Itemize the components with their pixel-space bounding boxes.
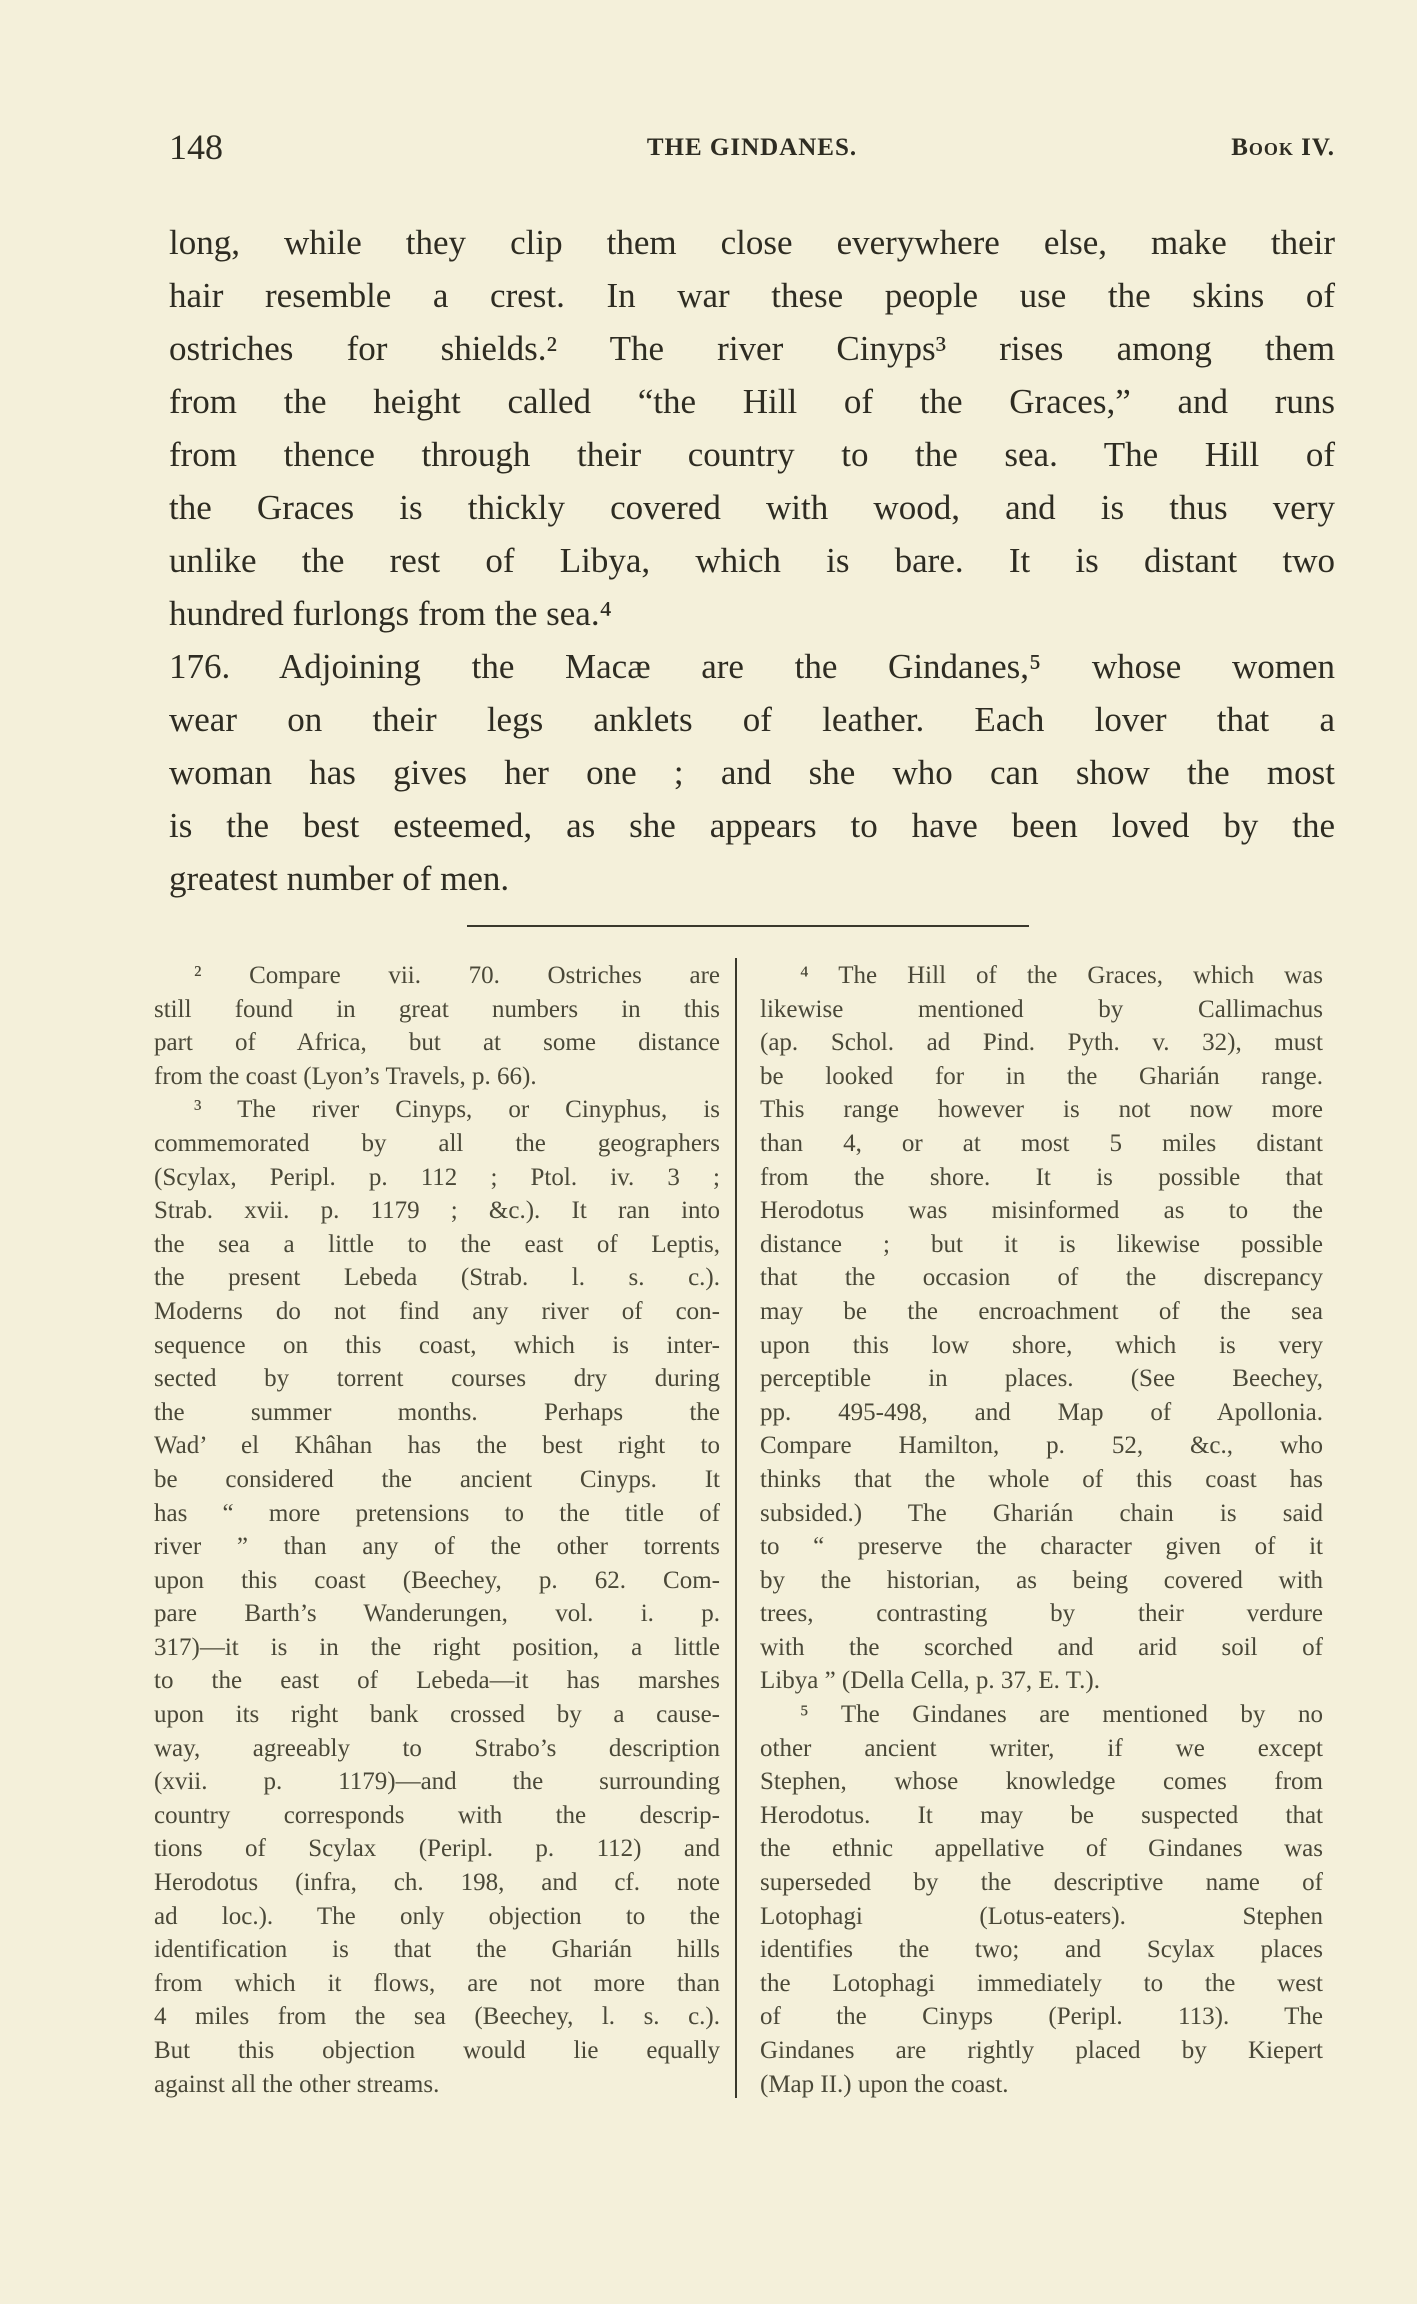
text-line: distance ; but it is likewise possible xyxy=(760,1230,1323,1258)
text-line: superseded by the descriptive name of xyxy=(760,1869,1323,1897)
paragraph xyxy=(169,640,1335,905)
text-line: Lotophagi (Lotus-eaters). Stephen xyxy=(760,1902,1323,1930)
footnote xyxy=(154,959,720,1093)
text-line: Strab. xvii. p. 1179 ; &c.). It ran into xyxy=(154,1197,720,1225)
footnote-rule xyxy=(467,925,1029,927)
text-line: Compare Hamilton, p. 52, &c., who xyxy=(760,1432,1323,1460)
text-line: against all the other streams. xyxy=(154,2070,440,2098)
text-line: 317)—it is in the right position, a little xyxy=(154,1633,720,1661)
text-line: the sea a little to the east of Leptis, xyxy=(154,1230,720,1258)
text-line: Libya ” (Della Cella, p. 37, E. T.). xyxy=(760,1667,1100,1695)
text-line: Gindanes are rightly placed by Kiepert xyxy=(760,2037,1323,2064)
text-line: ³ The river Cinyps, or Cinyphus, is xyxy=(194,1096,720,1124)
text-line: ² Compare vii. 70. Ostriches are xyxy=(194,962,720,989)
text-line: that the occasion of the discrepancy xyxy=(760,1264,1323,1292)
text-line: from thence through their country to the sea. The Hill of xyxy=(169,435,1335,474)
text-line: (Scylax, Peripl. p. 112 ; Ptol. iv. 3 ; xyxy=(154,1163,720,1191)
text-line: by the historian, as being covered with xyxy=(760,1566,1323,1594)
text-line: is the best esteemed, as she appears to have been loved by the xyxy=(169,806,1335,845)
text-line: of the Cinyps (Peripl. 113). The xyxy=(760,2003,1323,2031)
text-line: ostriches for shields.² The river Cinyps³ rises among them xyxy=(169,329,1335,368)
text-line: 176. Adjoining the Macæ are the Gindanes,⁵ whose women xyxy=(169,647,1335,686)
page-number: 148 xyxy=(169,127,223,167)
text-line: the present Lebeda (Strab. l. s. c.). xyxy=(154,1264,720,1292)
running-title: THE GINDANES. xyxy=(646,134,858,161)
text-line: identifies the two; and Scylax places xyxy=(760,1936,1323,1964)
text-line: upon this low shore, which is very xyxy=(760,1331,1323,1359)
text-line: ⁵ The Gindanes are mentioned by no xyxy=(800,1701,1323,1729)
footnote xyxy=(760,1698,1323,2101)
text-line: long, while they clip them close everywhere else, make their xyxy=(169,223,1335,262)
text-line: This range however is not now more xyxy=(760,1096,1323,1124)
text-line: pare Barth’s Wanderungen, vol. i. p. xyxy=(154,1600,720,1628)
text-line: subsided.) The Gharián chain is said xyxy=(760,1499,1323,1527)
text-line: woman has gives her one ; and she who can show the most xyxy=(169,753,1335,792)
text-line: from the shore. It is possible that xyxy=(760,1163,1323,1191)
text-line: But this objection would lie equally xyxy=(154,2037,720,2064)
text-line: 4 miles from the sea (Beechey, l. s. c.). xyxy=(154,2003,720,2031)
text-line: be considered the ancient Cinyps. It xyxy=(154,1465,720,1493)
text-line: likewise mentioned by Callimachus xyxy=(760,995,1323,1023)
text-line: Herodotus. It may be suspected that xyxy=(760,1801,1323,1829)
text-line: part of Africa, but at some distance xyxy=(154,1029,720,1057)
text-line: to “ preserve the character given of it xyxy=(760,1533,1323,1561)
footnote xyxy=(154,1093,720,2101)
text-line: than 4, or at most 5 miles distant xyxy=(760,1129,1323,1157)
text-line: trees, contrasting by their verdure xyxy=(760,1600,1323,1628)
footnotes-right-column xyxy=(760,959,1323,2101)
text-line: (ap. Schol. ad Pind. Pyth. v. 32), must xyxy=(760,1029,1323,1057)
text-line: thinks that the whole of this coast has xyxy=(760,1465,1323,1493)
text-line: has “ more pretensions to the title of xyxy=(154,1499,720,1527)
text-line: sected by torrent courses dry during xyxy=(154,1365,720,1393)
running-header xyxy=(169,126,1335,170)
text-line: (xvii. p. 1179)—and the surrounding xyxy=(154,1768,720,1796)
text-line: from which it flows, are not more than xyxy=(154,1969,720,1997)
text-line: (Map II.) upon the coast. xyxy=(760,2070,1009,2098)
text-line: sequence on this coast, which is inter- xyxy=(154,1331,720,1359)
text-line: unlike the rest of Libya, which is bare. It is distant two xyxy=(169,541,1335,580)
text-line: upon its right bank crossed by a cause- xyxy=(154,1701,720,1729)
text-line: may be the encroachment of the sea xyxy=(760,1297,1323,1325)
text-line: Herodotus (infra, ch. 198, and cf. note xyxy=(154,1869,720,1897)
text-line: the Graces is thickly covered with wood, and is thus very xyxy=(169,488,1335,527)
text-line: Stephen, whose knowledge comes from xyxy=(760,1768,1323,1796)
text-line: the ethnic appellative of Gindanes was xyxy=(760,1835,1323,1863)
text-line: Herodotus was misinformed as to the xyxy=(760,1197,1323,1225)
text-line: commemorated by all the geographers xyxy=(154,1129,720,1157)
column-divider xyxy=(735,958,737,2098)
text-line: Moderns do not find any river of con- xyxy=(154,1297,720,1325)
paragraph xyxy=(169,216,1335,640)
text-line: identification is that the Gharián hills xyxy=(154,1936,720,1964)
text-line: ad loc.). The only objection to the xyxy=(154,1902,720,1930)
text-line: the summer months. Perhaps the xyxy=(154,1398,720,1426)
text-line: be looked for in the Gharián range. xyxy=(760,1062,1323,1090)
text-line: tions of Scylax (Peripl. p. 112) and xyxy=(154,1835,720,1863)
text-line: Wad’ el Khâhan has the best right to xyxy=(154,1432,720,1460)
text-line: pp. 495-498, and Map of Apollonia. xyxy=(760,1398,1323,1426)
text-line: perceptible in places. (See Beechey, xyxy=(760,1365,1323,1393)
text-line: other ancient writer, if we except xyxy=(760,1734,1323,1762)
text-line: with the scorched and arid soil of xyxy=(760,1633,1323,1661)
text-line: hair resemble a crest. In war these people use the skins of xyxy=(169,276,1335,315)
text-line: wear on their legs anklets of leather. Each lover that a xyxy=(169,700,1335,739)
text-line: still found in great numbers in this xyxy=(154,995,720,1023)
footnotes-left-column xyxy=(154,959,720,2101)
text-line: greatest number of men. xyxy=(169,859,510,898)
text-line: the Lotophagi immediately to the west xyxy=(760,1969,1323,1997)
text-line: way, agreeably to Strabo’s description xyxy=(154,1734,720,1762)
main-text xyxy=(169,216,1335,905)
footnote xyxy=(760,959,1323,1698)
text-line: from the height called “the Hill of the Graces,” and runs xyxy=(169,382,1335,421)
book-label: Book IV. xyxy=(1231,134,1335,161)
text-line: from the coast (Lyon’s Travels, p. 66). xyxy=(154,1062,537,1090)
text-line: hundred furlongs from the sea.⁴ xyxy=(169,594,612,633)
text-line: upon this coast (Beechey, p. 62. Com- xyxy=(154,1566,720,1594)
text-line: ⁴ The Hill of the Graces, which was xyxy=(800,962,1323,989)
text-line: river ” than any of the other torrents xyxy=(154,1533,720,1561)
text-line: to the east of Lebeda—it has marshes xyxy=(154,1667,720,1695)
text-line: country corresponds with the descrip- xyxy=(154,1801,720,1829)
